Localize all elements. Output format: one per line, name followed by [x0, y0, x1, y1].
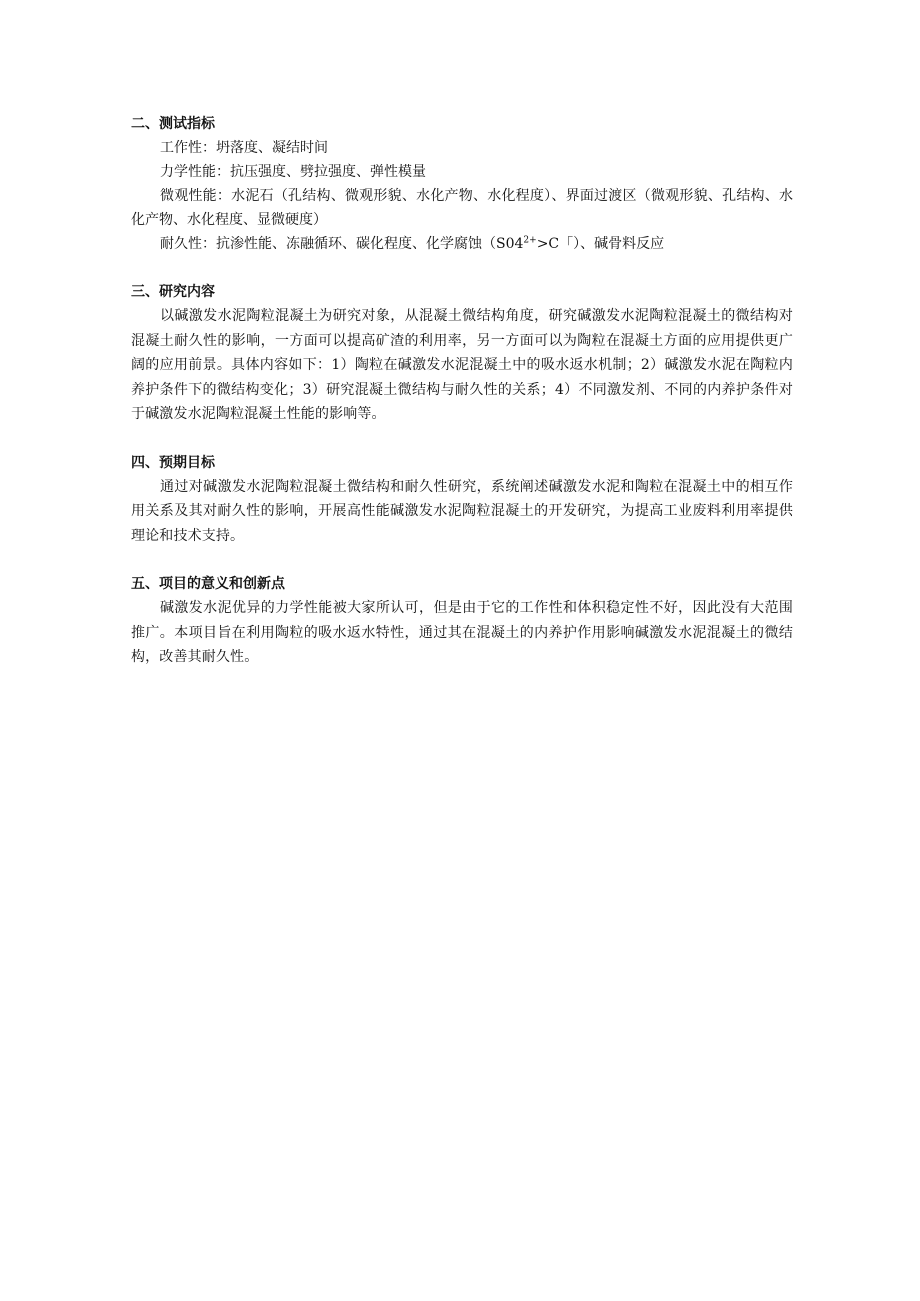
- section-body: 通过对碱激发水泥陶粒混凝土微结构和耐久性研究，系统阐述碱激发水泥和陶粒在混凝土中的相互作用关系及其对耐久性的影响，开展高性能碱激发水泥陶粒混凝土的开发研究，为提高工业废料利用率提供理论和技术支持。: [131, 478, 793, 544]
- section-heading: 二、测试指标: [131, 116, 215, 132]
- durability-text-b: >C「）、碱骨料反应: [536, 236, 665, 252]
- durability-superscript: 2+: [523, 235, 537, 246]
- section-body: 以碱激发水泥陶粒混凝土为研究对象，从混凝土微结构角度，研究碱激发水泥陶粒混凝土的微结构对混凝土耐久性的影响，一方面可以提高矿渣的利用率，另一方面可以为陶粒在混凝土方面的应用提供更广阔的应用前景。具体内容如下：1）陶粒在碱激发水泥混凝土中的吸水返水机制；2）碱激发水泥在陶粒内养护条件下的微结构变化；3）研究混凝土微结构与耐久性的关系；4）不同激发剂、不同的内养护条件对于碱激发水泥陶粒混凝土性能的影响等。: [131, 308, 793, 422]
- indicator-workability: 工作性：坍落度、凝结时间: [160, 140, 328, 156]
- section-heading: 五、项目的意义和创新点: [131, 576, 285, 592]
- durability-text-a: 耐久性：抗渗性能、冻融循环、碳化程度、化学腐蚀（S04: [160, 236, 524, 252]
- section-expected-goals: [131, 451, 793, 549]
- document-page: [131, 112, 793, 694]
- section-body: 碱激发水泥优异的力学性能被大家所认可，但是由于它的工作性和体积稳定性不好，因此没有大范围推广。本项目旨在利用陶粒的吸水返水特性，通过其在混凝土的内养护作用影响碱激发水泥混凝土的微结构，改善其耐久性。: [131, 600, 793, 665]
- section-heading: 四、预期目标: [131, 454, 215, 471]
- section-test-indicators: [131, 112, 793, 256]
- indicator-microscopic: 微观性能：水泥石（孔结构、微观形貌、水化产物、水化程度）、界面过渡区（微观形貌、孔结构、水化产物、水化程度、显微硬度）: [131, 188, 793, 228]
- section-significance: [131, 572, 793, 670]
- indicator-mechanical: 力学性能：抗压强度、劈拉强度、弹性模量: [160, 164, 426, 180]
- indicator-durability: [131, 232, 793, 256]
- section-research-content: [131, 280, 793, 427]
- section-heading: 三、研究内容: [131, 284, 215, 300]
